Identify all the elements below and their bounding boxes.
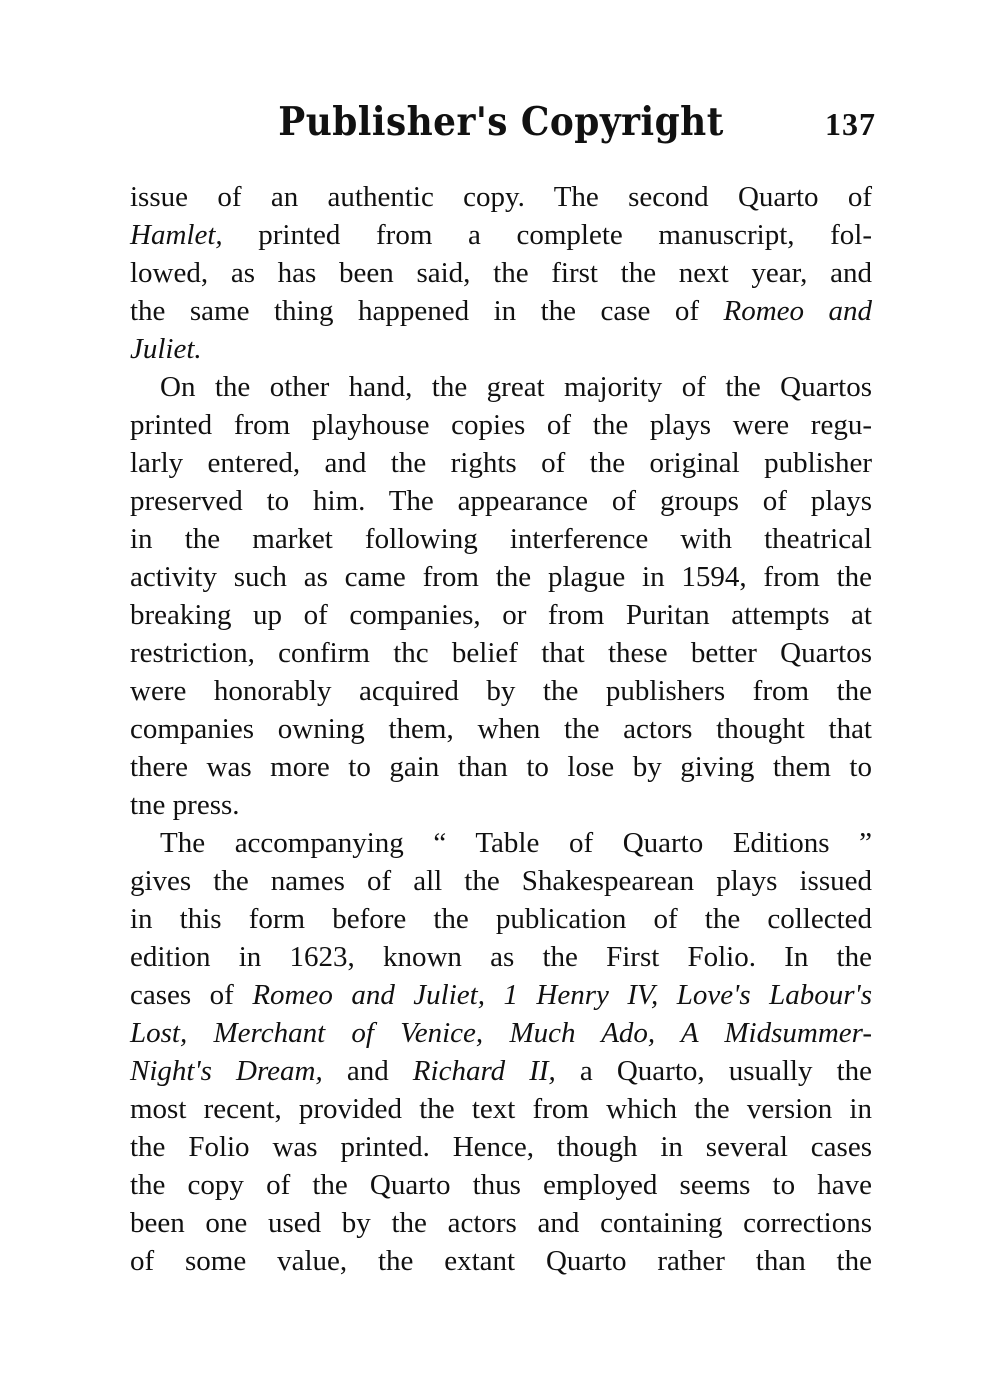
text-line: been one used by the actors and containing corrections [130,1207,872,1239]
text-line: Hamlet, printed from a complete manuscript, fol- [130,219,872,251]
text-line: restriction, confirm thc belief that these better Quartos [130,637,872,669]
text-line: printed from playhouse copies of the plays were regu- [130,409,872,441]
text-line: gives the names of all the Shakespearean plays issued [130,865,872,897]
text-line: edition in 1623, known as the First Folio. In the [130,941,872,973]
text-line: in the market following interference with theatrical [130,523,872,555]
text-line: On the other hand, the great majority of the Quartos [160,371,872,403]
text-line: Juliet. [130,333,202,365]
text-line: Lost, Merchant of Venice, Much Ado, A Midsummer- [130,1017,872,1049]
text-line: tne press. [130,789,240,821]
text-line: the Folio was printed. Hence, though in several cases [130,1131,872,1163]
text-line: most recent, provided the text from which the version in [130,1093,872,1125]
text-line: Night's Dream, and Richard II, a Quarto, usually the [130,1055,872,1087]
text-line: in this form before the publication of the collected [130,903,872,935]
text-line: issue of an authentic copy. The second Quarto of [130,181,872,213]
text-line: The accompanying “ Table of Quarto Editions ” [160,827,872,859]
text-line: breaking up of companies, or from Puritan attempts at [130,599,872,631]
text-line: companies owning them, when the actors thought that [130,713,872,745]
running-title: Publisher's Copyright [278,99,724,145]
body-text [130,178,872,1280]
text-line: lowed, as has been said, the first the next year, and [130,257,872,289]
text-line: there was more to gain than to lose by giving them to [130,751,872,783]
page-number: 137 [825,106,876,142]
text-line: of some value, the extant Quarto rather than the [130,1245,872,1277]
text-line: cases of Romeo and Juliet, 1 Henry IV, Love's Labour's [130,979,873,1011]
text-line: activity such as came from the plague in 1594, from the [130,561,872,593]
page-header [130,92,876,152]
text-line: the same thing happened in the case of Romeo and [130,295,872,327]
text-line: preserved to him. The appearance of groups of plays [130,485,872,517]
text-line: the copy of the Quarto thus employed seems to have [130,1169,872,1201]
text-line: larly entered, and the rights of the original publisher [130,447,872,479]
text-line: were honorably acquired by the publishers from the [130,675,872,707]
